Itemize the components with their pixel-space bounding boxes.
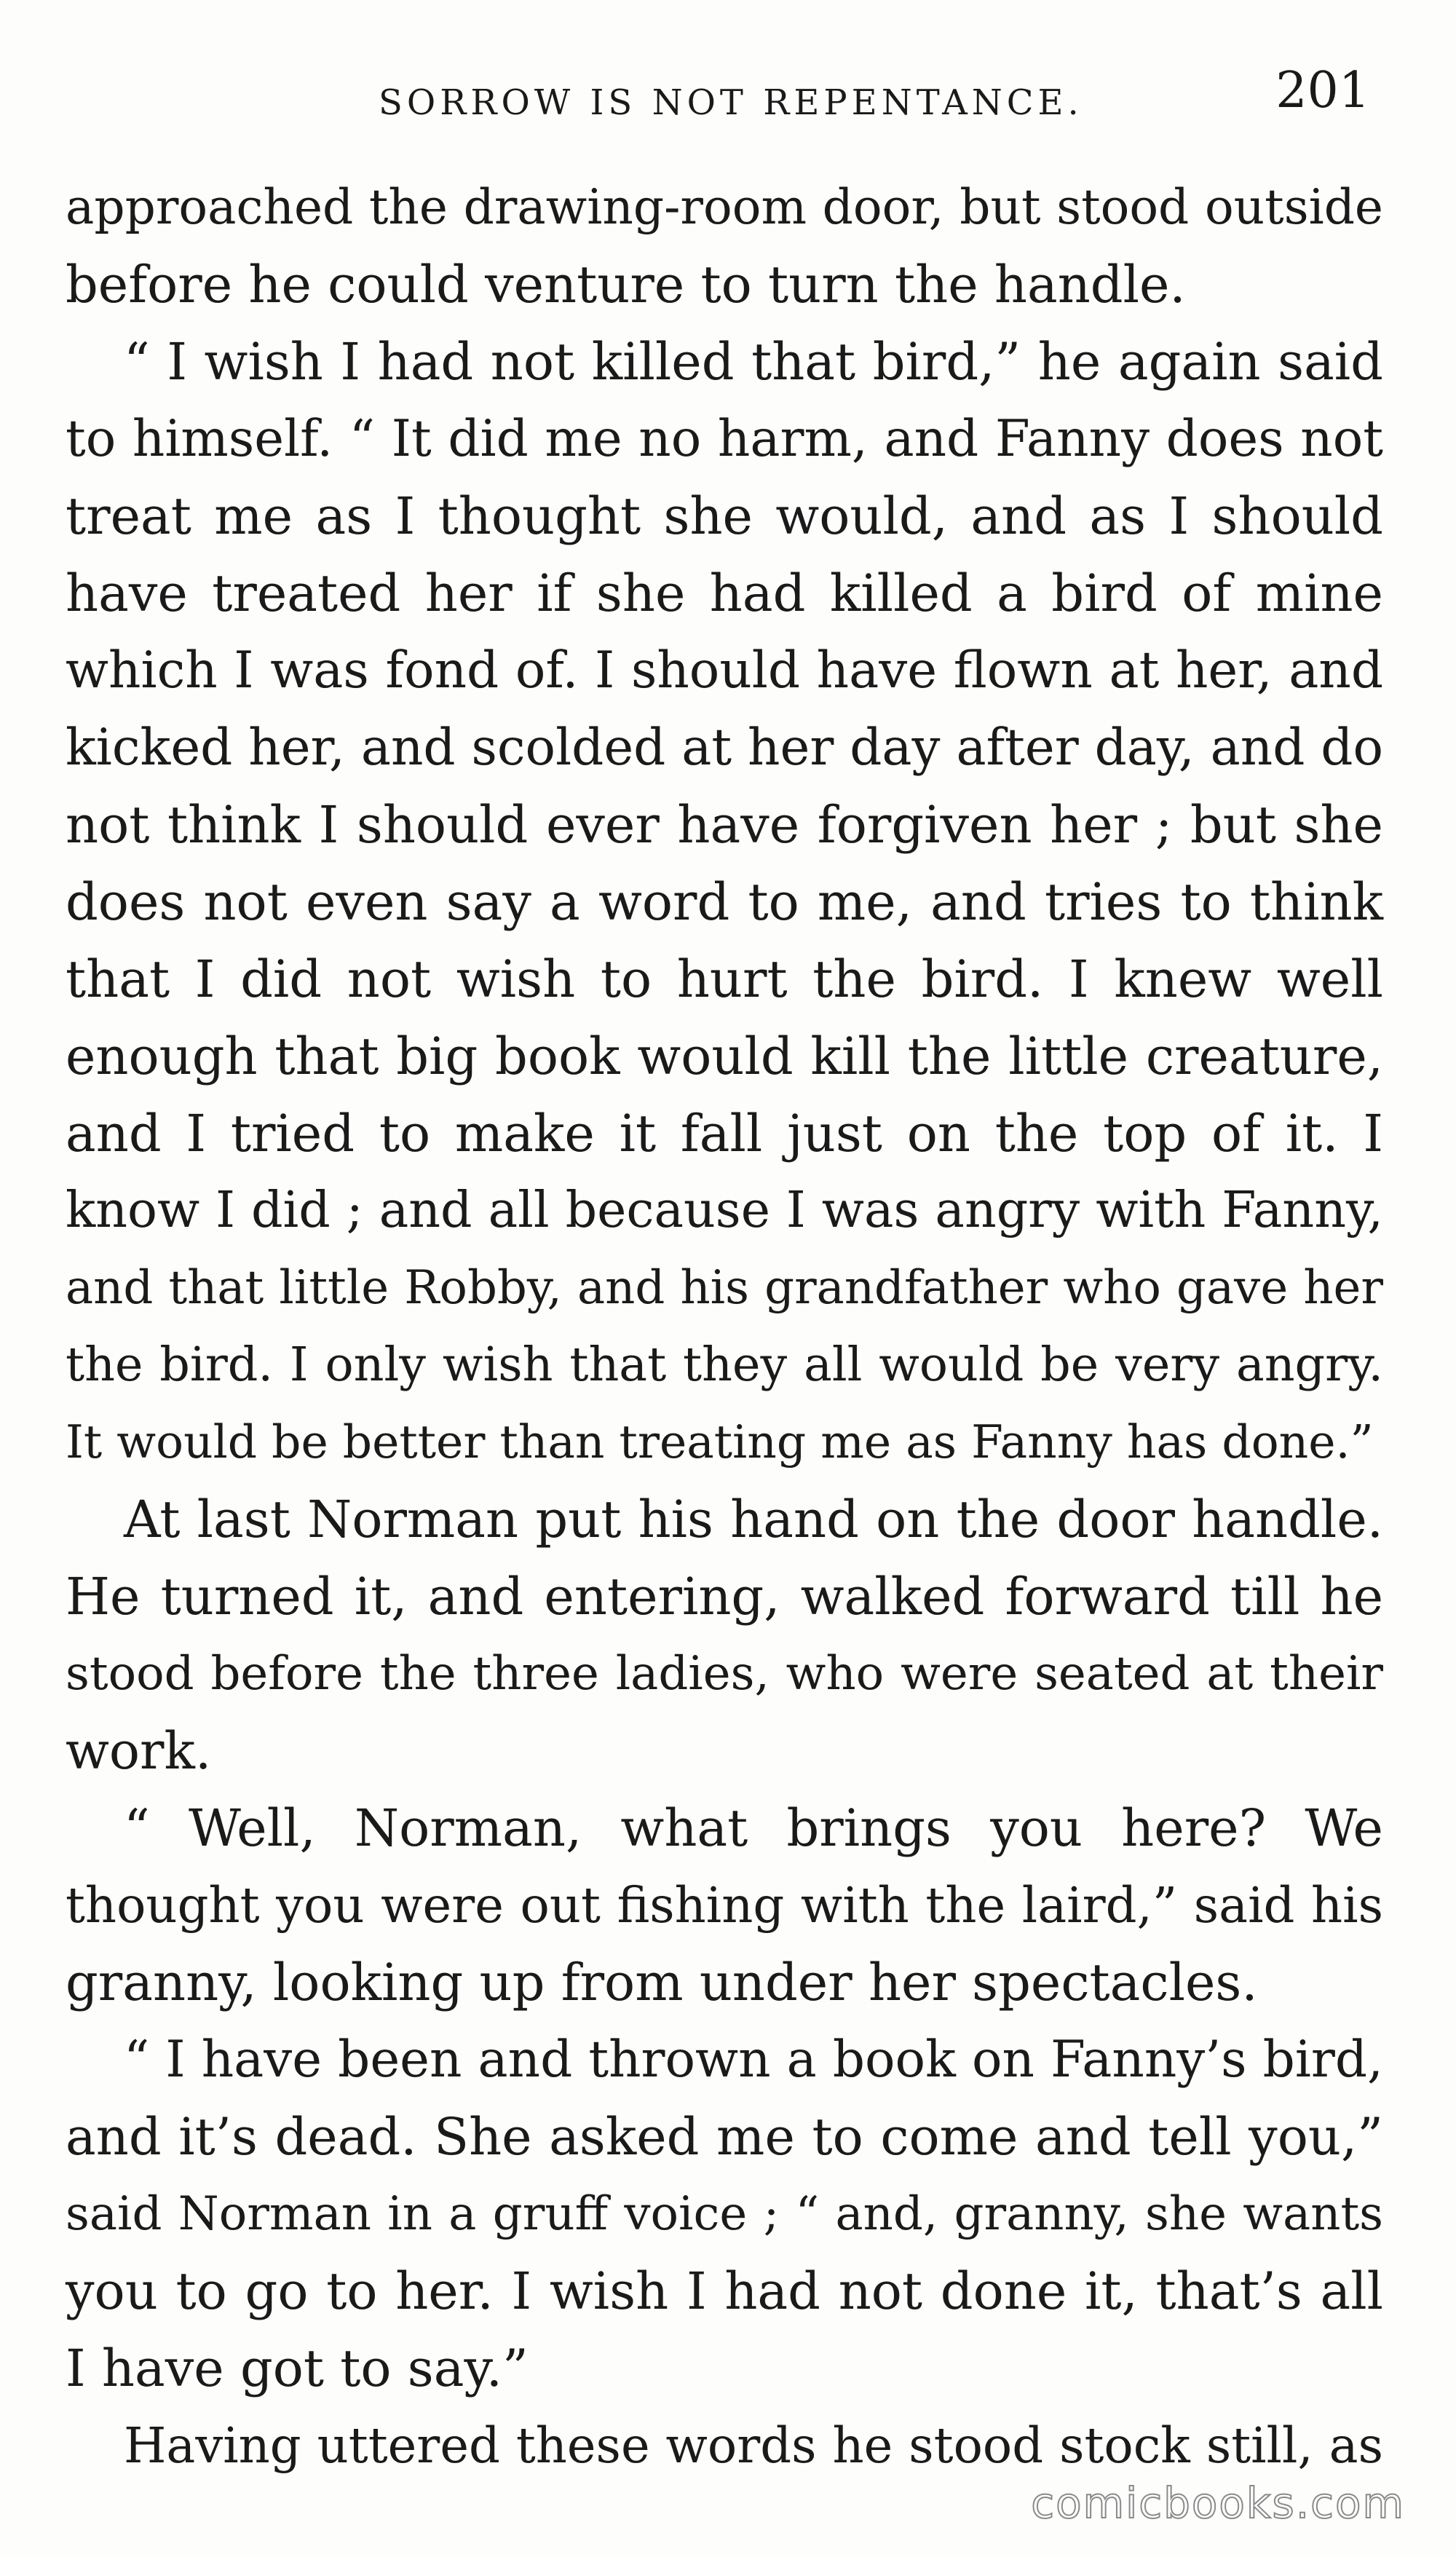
page-header	[66, 62, 1376, 135]
text-line: enough that big book would kill the little creature,	[66, 1027, 1383, 1086]
text-line: that I did not wish to hurt the bird. I knew well	[66, 949, 1383, 1009]
text-line: “ Well, Norman, what brings you here? We	[124, 1798, 1383, 1858]
text-line: have treated her if she had killed a bird of mine	[66, 564, 1383, 623]
page-number: 201	[1275, 62, 1370, 119]
text-line: to himself. “ It did me no harm, and Fanny does not	[66, 410, 1383, 468]
text-line: kicked her, and scolded at her day after day, and do	[66, 719, 1384, 777]
text-line: and that little Robby, and his grandfather who gave her	[66, 1261, 1383, 1315]
text-line: Having uttered these words he stood stock still, as	[124, 2417, 1383, 2474]
text-line: treat me as I thought she would, and as I should	[66, 486, 1383, 546]
text-line: thought you were out fishing with the laird,” said his	[66, 1877, 1383, 1934]
text-line: the bird. I only wish that they all would be very angry.	[66, 1337, 1383, 1392]
running-title: SORROW IS NOT REPENTANCE.	[379, 82, 1083, 123]
text-line: you to go to her. I wish I had not done it, that’s all	[66, 2261, 1383, 2321]
text-line: “ I have been and thrown a book on Fanny’s bird,	[124, 2031, 1383, 2089]
text-line: granny, looking up from under her spectacles.	[66, 1953, 1258, 2012]
text-line: know I did ; and all because I was angry with Fanny,	[66, 1182, 1383, 1239]
text-line: does not even say a word to me, and tries to think	[66, 872, 1383, 932]
text-line: not think I should ever have forgiven her ; but she	[66, 795, 1383, 855]
text-line: I have got to say.”	[66, 2339, 529, 2398]
text-line: said Norman in a gruff voice ; “ and, granny, she wants	[66, 2187, 1383, 2241]
text-line: which I was fond of. I should have flown at her, and	[66, 641, 1383, 700]
text-line: At last Norman put his hand on the door handle.	[124, 1490, 1383, 1549]
text-line: “ I wish I had not killed that bird,” he again said	[124, 332, 1383, 392]
text-line: It would be better than treating me as Fanny has done.”	[66, 1415, 1374, 1469]
watermark: comicbooks.com	[1031, 2478, 1405, 2528]
text-line: before he could venture to turn the handle.	[66, 255, 1186, 315]
text-line: and I tried to make it fall just on the top of it. I	[66, 1104, 1383, 1163]
text-line: and it’s dead. She asked me to come and tell you,”	[66, 2107, 1383, 2167]
text-line: approached the drawing-room door, but stood outside	[66, 179, 1383, 235]
text-line: work.	[66, 1721, 212, 1781]
body-text	[66, 169, 1383, 2484]
text-line: He turned it, and entering, walked forward till he	[66, 1567, 1383, 1627]
text-line: stood before the three ladies, who were seated at their	[66, 1647, 1383, 1701]
